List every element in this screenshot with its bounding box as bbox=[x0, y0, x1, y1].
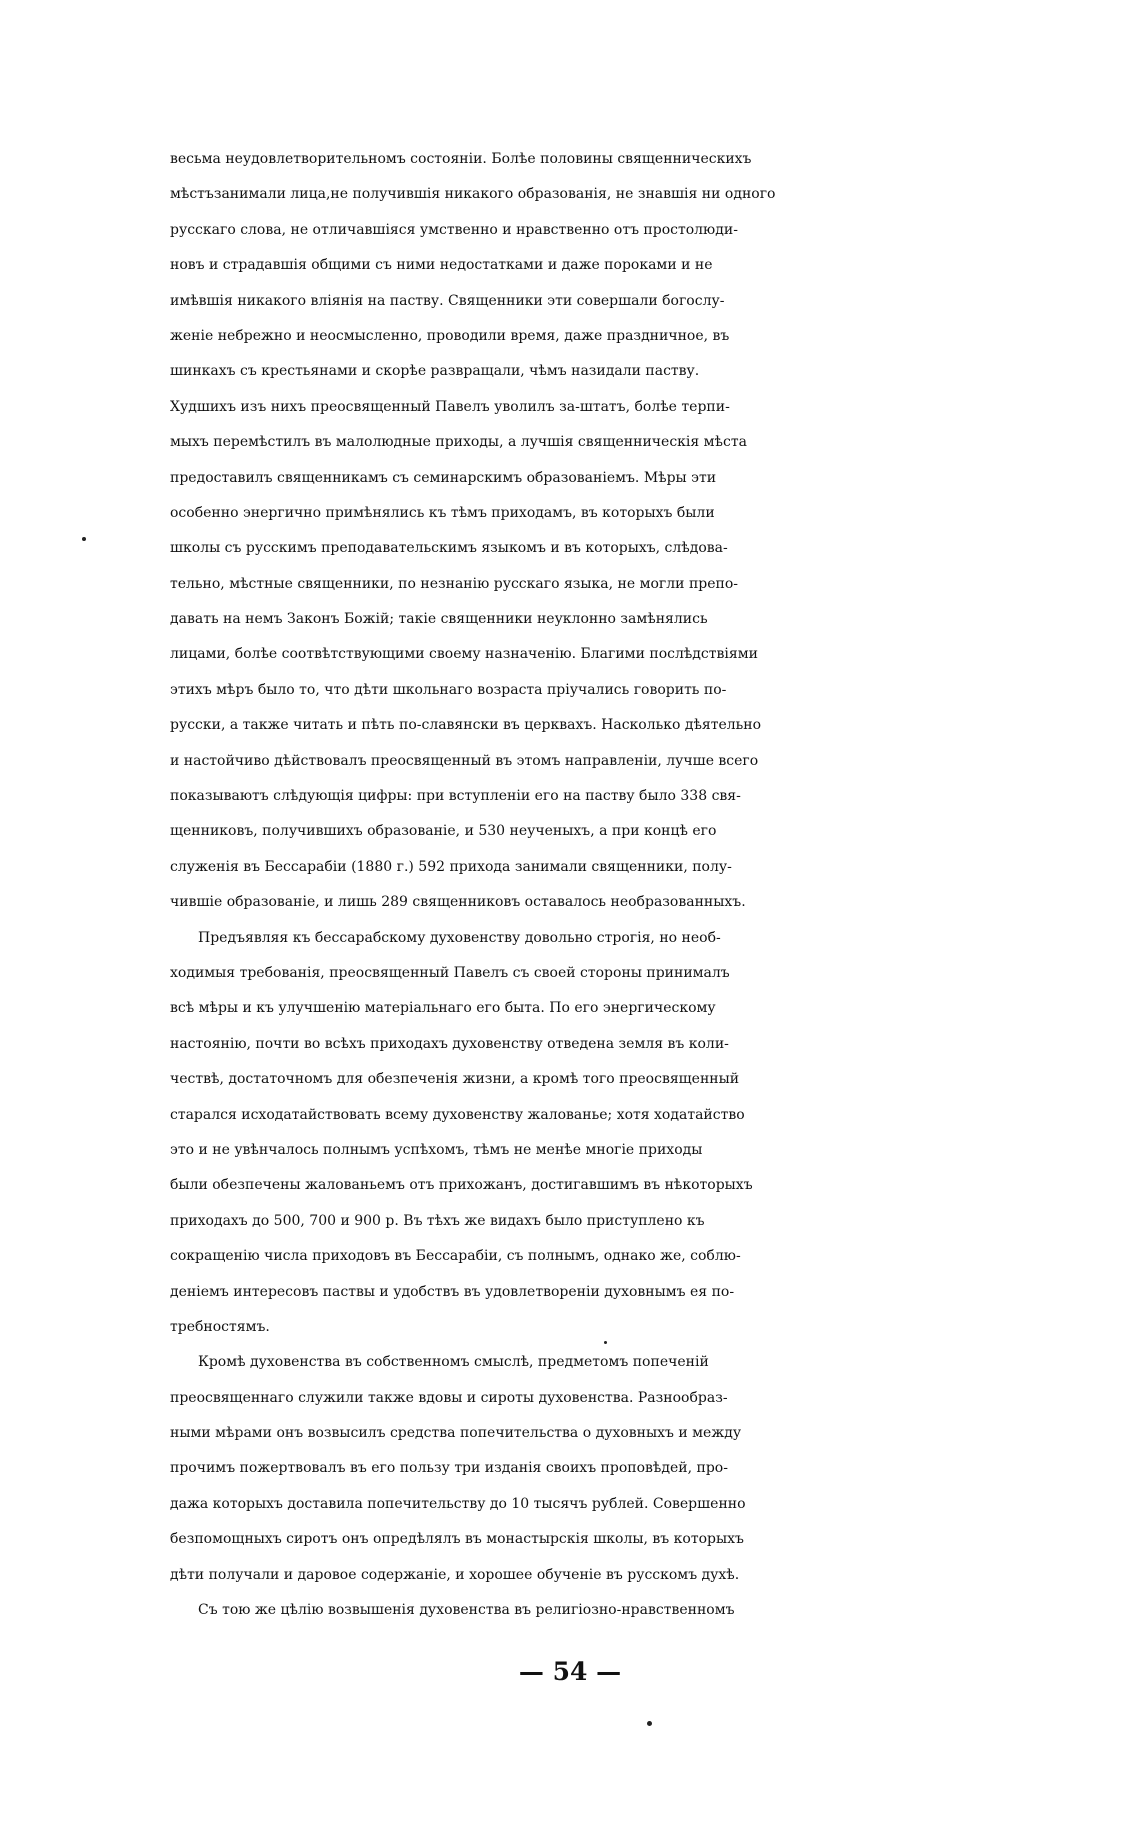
text-line: это и не увѣнчалось полнымъ успѣхомъ, тѣмъ не менѣе многіе приходы bbox=[170, 1141, 703, 1158]
text-line: дѣти получали и даровое содержаніе, и хорошее обученіе въ русскомъ духѣ. bbox=[170, 1566, 740, 1583]
text-line: чествѣ, достаточномъ для обезпеченія жизни, а кромѣ того преосвященный bbox=[170, 1071, 740, 1088]
text-line: этихъ мѣръ было то, что дѣти школьнаго возраста пріучались говорить по- bbox=[170, 681, 727, 698]
text-line: русски, а также читать и пѣть по-славянски въ церквахъ. Насколько дѣятельно bbox=[170, 717, 762, 734]
text-line: школы съ русскимъ преподавательскимъ языкомъ и въ которыхъ, слѣдова- bbox=[170, 540, 728, 557]
scan-speck bbox=[604, 1341, 607, 1344]
text-line: мыхъ перемѣстилъ въ малолюдные приходы, а лучшія священническія мѣста bbox=[170, 434, 747, 451]
text-line: требностямъ. bbox=[170, 1318, 270, 1335]
text-line: служенія въ Бессарабіи (1880 г.) 592 прихода занимали священники, полу- bbox=[170, 858, 732, 875]
text-line: Съ тою же цѣлію возвышенія духовенства въ религіозно-нравственномъ bbox=[170, 1602, 735, 1619]
text-line: настоянію, почти во всѣхъ приходахъ духовенству отведена земля въ коли- bbox=[170, 1035, 729, 1052]
text-line: Худшихъ изъ нихъ преосвященный Павелъ уволилъ за-штатъ, болѣе терпи- bbox=[170, 398, 730, 415]
page-number: — 54 — bbox=[518, 1657, 622, 1686]
text-line: Кромѣ духовенства въ собственномъ смыслѣ, предметомъ попеченій bbox=[170, 1354, 709, 1371]
body-text bbox=[170, 142, 1130, 1628]
text-line: тельно, мѣстные священники, по незнанію русскаго языка, не могли препо- bbox=[170, 575, 739, 592]
text-line: предоставилъ священникамъ съ семинарскимъ образованіемъ. Мѣры эти bbox=[170, 469, 717, 486]
text-line: ными мѣрами онъ возвысилъ средства попечительства о духовныхъ и между bbox=[170, 1425, 742, 1442]
scan-speck bbox=[82, 537, 86, 541]
text-line: всѣ мѣры и къ улучшенію матеріальнаго его быта. По его энергическому bbox=[170, 1000, 716, 1017]
text-line: шинкахъ съ крестьянами и скорѣе развращали, чѣмъ назидали паству. bbox=[170, 363, 700, 380]
text-line: деніемъ интересовъ паствы и удобствъ въ удовлетвореніи духовнымъ ея по- bbox=[170, 1283, 735, 1300]
text-line: сокращенію числа приходовъ въ Бессарабіи, съ полнымъ, однако же, соблю- bbox=[170, 1248, 741, 1265]
scan-speck bbox=[647, 1721, 652, 1726]
text-line: давать на немъ Законъ Божій; такіе священники неуклонно замѣнялись bbox=[170, 611, 708, 628]
text-line: русскаго слова, не отличавшіяся умственно и нравственно отъ простолюди- bbox=[170, 221, 738, 238]
text-line: безпомощныхъ сиротъ онъ опредѣлялъ въ монастырскія школы, въ которыхъ bbox=[170, 1531, 744, 1548]
text-line: Предъявляя къ бессарабскому духовенству довольно строгія, но необ- bbox=[170, 929, 721, 946]
text-line: старался исходатайствовать всему духовенству жалованье; хотя ходатайство bbox=[170, 1106, 745, 1123]
text-line: имѣвшія никакого вліянія на паству. Священники эти совершали богослу- bbox=[170, 292, 725, 309]
text-line: лицами, болѣе соотвѣтствующими своему назначенію. Благими послѣдствіями bbox=[170, 646, 758, 663]
text-line: новъ и страдавшія общими съ ними недостатками и даже пороками и не bbox=[170, 257, 713, 274]
text-line: щенниковъ, получившихъ образованіе, и 530 неученыхъ, а при концѣ его bbox=[170, 823, 717, 840]
text-line: особенно энергично примѣнялись къ тѣмъ приходамъ, въ которыхъ были bbox=[170, 504, 715, 521]
text-line: ходимыя требованія, преосвященный Павелъ съ своей стороны принималъ bbox=[170, 964, 730, 981]
text-line: были обезпечены жалованьемъ отъ прихожанъ, достигавшимъ въ нѣкоторыхъ bbox=[170, 1177, 753, 1194]
text-line: мѣстъзанимали лица,не получившія никакого образованія, не знавшія ни одного bbox=[170, 186, 776, 203]
text-line: показываютъ слѣдующія цифры: при вступленіи его на паству было 338 свя- bbox=[170, 788, 741, 805]
text-line: весьма неудовлетворительномъ состояніи. Болѣе половины священническихъ bbox=[170, 151, 752, 167]
text-line: прочимъ пожертвовалъ въ его пользу три изданія своихъ проповѣдей, про- bbox=[170, 1460, 728, 1477]
text-line: преосвященнаго служили также вдовы и сироты духовенства. Разнообраз- bbox=[170, 1389, 728, 1406]
text-line: женіе небрежно и неосмысленно, проводили время, даже праздничное, въ bbox=[170, 327, 730, 344]
text-line: и настойчиво дѣйствовалъ преосвященный въ этомъ направленіи, лучше всего bbox=[170, 752, 759, 769]
text-line: приходахъ до 500, 700 и 900 р. Въ тѣхъ же видахъ было приступлено къ bbox=[170, 1212, 705, 1229]
text-line: дажа которыхъ доставила попечительству до 10 тысячъ рублей. Совершенно bbox=[170, 1495, 746, 1512]
text-line: чившіе образованіе, и лишь 289 священниковъ оставалось необразованныхъ. bbox=[170, 894, 746, 911]
